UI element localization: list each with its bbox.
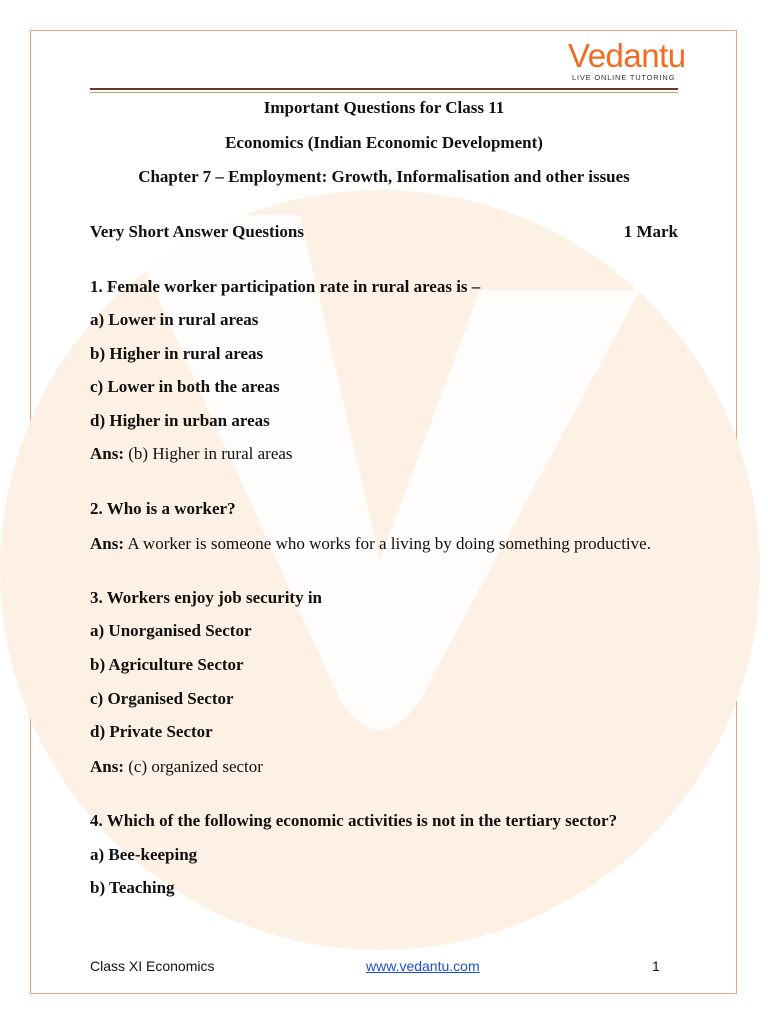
footer-course: Class XI Economics (90, 958, 215, 974)
footer-link-wrap (366, 958, 480, 974)
question-3: 3. Workers enjoy job security in (90, 588, 323, 607)
q1-answer (90, 444, 293, 464)
q2-answer (90, 534, 651, 554)
doc-subtitle: Economics (Indian Economic Development) (225, 133, 543, 152)
q1-option-c: c) Lower in both the areas (90, 377, 280, 396)
footer-website-link[interactable]: www.vedantu.com (366, 958, 480, 974)
q4-option-b: b) Teaching (90, 878, 175, 897)
q1-option-a: a) Lower in rural areas (90, 310, 259, 329)
q3-option-d: d) Private Sector (90, 722, 213, 741)
doc-title: Important Questions for Class 11 (263, 98, 505, 117)
header-rule (90, 88, 678, 90)
answer-label: Ans: (90, 534, 125, 553)
q1-option-b: b) Higher in rural areas (90, 344, 264, 363)
answer-text: (c) organized sector (128, 757, 263, 776)
footer-page-number: 1 (652, 958, 660, 974)
q3-option-c: c) Organised Sector (90, 689, 234, 708)
q1-option-d: d) Higher in urban areas (90, 411, 270, 430)
q4-option-a: a) Bee-keeping (90, 845, 198, 864)
logo-tagline: LIVE ONLINE TUTORING (572, 73, 676, 82)
vedantu-logo (568, 37, 686, 86)
q3-answer (90, 757, 263, 777)
q3-option-b: b) Agriculture Sector (90, 655, 244, 674)
logo-wordmark: Vedantu (568, 37, 686, 74)
question-2: 2. Who is a worker? (90, 499, 236, 518)
answer-text: A worker is someone who works for a living by doing something productive. (127, 534, 651, 553)
header-rule-thin (90, 92, 678, 93)
q3-option-a: a) Unorganised Sector (90, 621, 252, 640)
answer-label: Ans: (90, 757, 125, 776)
section-label: Very Short Answer Questions (90, 222, 304, 241)
answer-label: Ans: (90, 444, 125, 463)
answer-text: (b) Higher in rural areas (128, 444, 293, 463)
chapter-title: Chapter 7 – Employment: Growth, Informalisation and other issues (138, 167, 630, 186)
section-marks: 1 Mark (623, 222, 678, 241)
question-1: 1. Female worker participation rate in rural areas is – (90, 277, 481, 296)
question-4: 4. Which of the following economic activities is not in the tertiary sector? (90, 811, 618, 830)
